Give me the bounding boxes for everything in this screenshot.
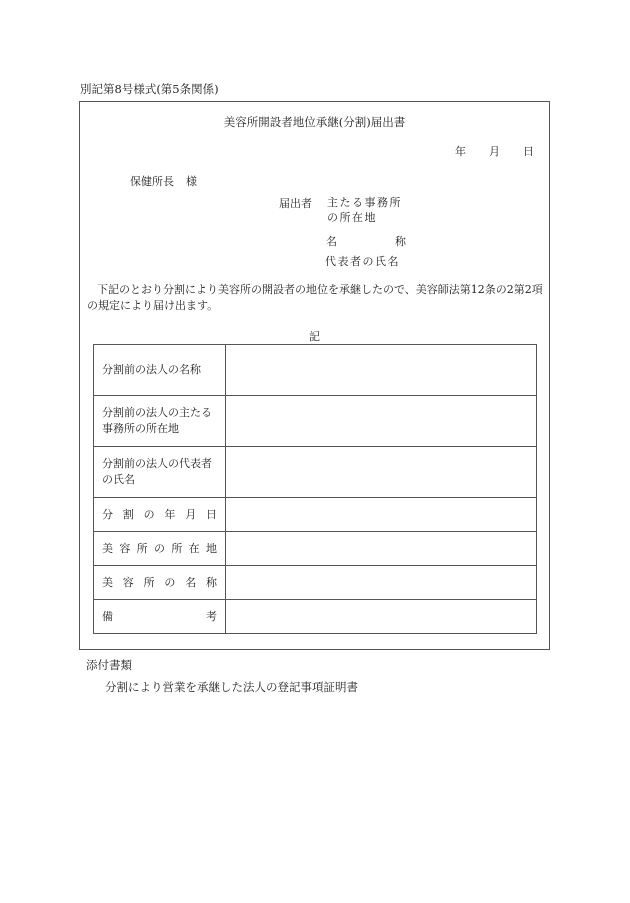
pre-split-address-line2: 事務所の所在地 — [102, 422, 179, 435]
applicant-representative-label: 代表者の氏名 — [325, 255, 400, 268]
label-char: 称 — [205, 575, 217, 589]
label-char: 在 — [188, 541, 200, 555]
date-year-label: 年 — [455, 145, 466, 158]
table-row — [94, 532, 537, 566]
remarks-label — [94, 600, 226, 634]
detail-table — [93, 344, 537, 634]
pre-split-name-label: 分割前の法人の名称 — [94, 345, 226, 396]
salon-address-field[interactable] — [226, 532, 537, 566]
applicant-address-line1: 主たる事務所 — [327, 196, 402, 209]
table-row — [94, 600, 537, 634]
split-date-label — [94, 498, 226, 532]
ki-heading: 記 — [309, 330, 320, 343]
pre-split-address-line1: 分割前の法人の主たる — [102, 406, 212, 419]
pre-split-rep-label — [94, 447, 226, 498]
label-char: 容 — [119, 541, 131, 555]
salon-name-label — [94, 566, 226, 600]
table-row — [94, 498, 537, 532]
addressee — [130, 173, 197, 189]
label-char: 年 — [164, 507, 176, 521]
name-char: 称 — [395, 235, 406, 248]
label-char: の — [143, 507, 155, 521]
salon-address-label — [94, 532, 226, 566]
label-char: 美 — [102, 541, 113, 555]
label-char: 名 — [185, 575, 197, 589]
label-char: 考 — [206, 609, 217, 623]
table-row — [94, 396, 537, 447]
form-title: 美容所開設者地位承継(分割)届出書 — [223, 115, 406, 129]
table-row — [94, 447, 537, 498]
applicant-address-label — [327, 195, 402, 225]
label-char: の — [164, 575, 176, 589]
label-char: 地 — [205, 541, 217, 555]
salon-name-field[interactable] — [226, 566, 537, 600]
label-char: 日 — [205, 507, 217, 521]
pre-split-rep-field[interactable] — [226, 447, 537, 498]
label-char: 美 — [102, 575, 113, 589]
pre-split-rep-line1: 分割前の法人の代表者 — [102, 457, 212, 470]
label-char: 備 — [102, 609, 113, 623]
applicant-label: 届出者 — [279, 197, 312, 210]
pre-split-address-label — [94, 396, 226, 447]
attachment-item: 分割により営業を承継した法人の登記事項証明書 — [105, 680, 358, 694]
label-char: 所 — [143, 575, 155, 589]
label-char: 所 — [171, 541, 183, 555]
attachments-label: 添付書類 — [86, 658, 132, 672]
name-char: 名 — [326, 235, 337, 248]
label-char: 所 — [136, 541, 148, 555]
label-char: 割 — [122, 507, 134, 521]
pre-split-name-field[interactable] — [226, 345, 537, 396]
label-char: 月 — [185, 507, 197, 521]
label-char: の — [153, 541, 165, 555]
addressee-honorific: 様 — [186, 175, 197, 188]
table-row — [94, 345, 537, 396]
pre-split-address-field[interactable] — [226, 396, 537, 447]
remarks-field[interactable] — [226, 600, 537, 634]
form-label: 別記第8号様式(第5条関係) — [80, 82, 219, 96]
label-char: 分 — [102, 507, 113, 521]
pre-split-rep-line2: の氏名 — [102, 473, 135, 486]
addressee-name: 保健所長 — [130, 175, 174, 188]
date-day-label: 日 — [523, 145, 534, 158]
applicant-name-label — [326, 233, 406, 249]
applicant-address-line2: の所在地 — [327, 211, 377, 224]
table-row — [94, 566, 537, 600]
date-month-label: 月 — [489, 145, 500, 158]
body-text: 下記のとおり分割により美容所の開設者の地位を承継したので、美容師法第12条の2第2項の規定により届け出ます。 — [87, 283, 543, 312]
label-char: 容 — [122, 575, 134, 589]
split-date-field[interactable] — [226, 498, 537, 532]
